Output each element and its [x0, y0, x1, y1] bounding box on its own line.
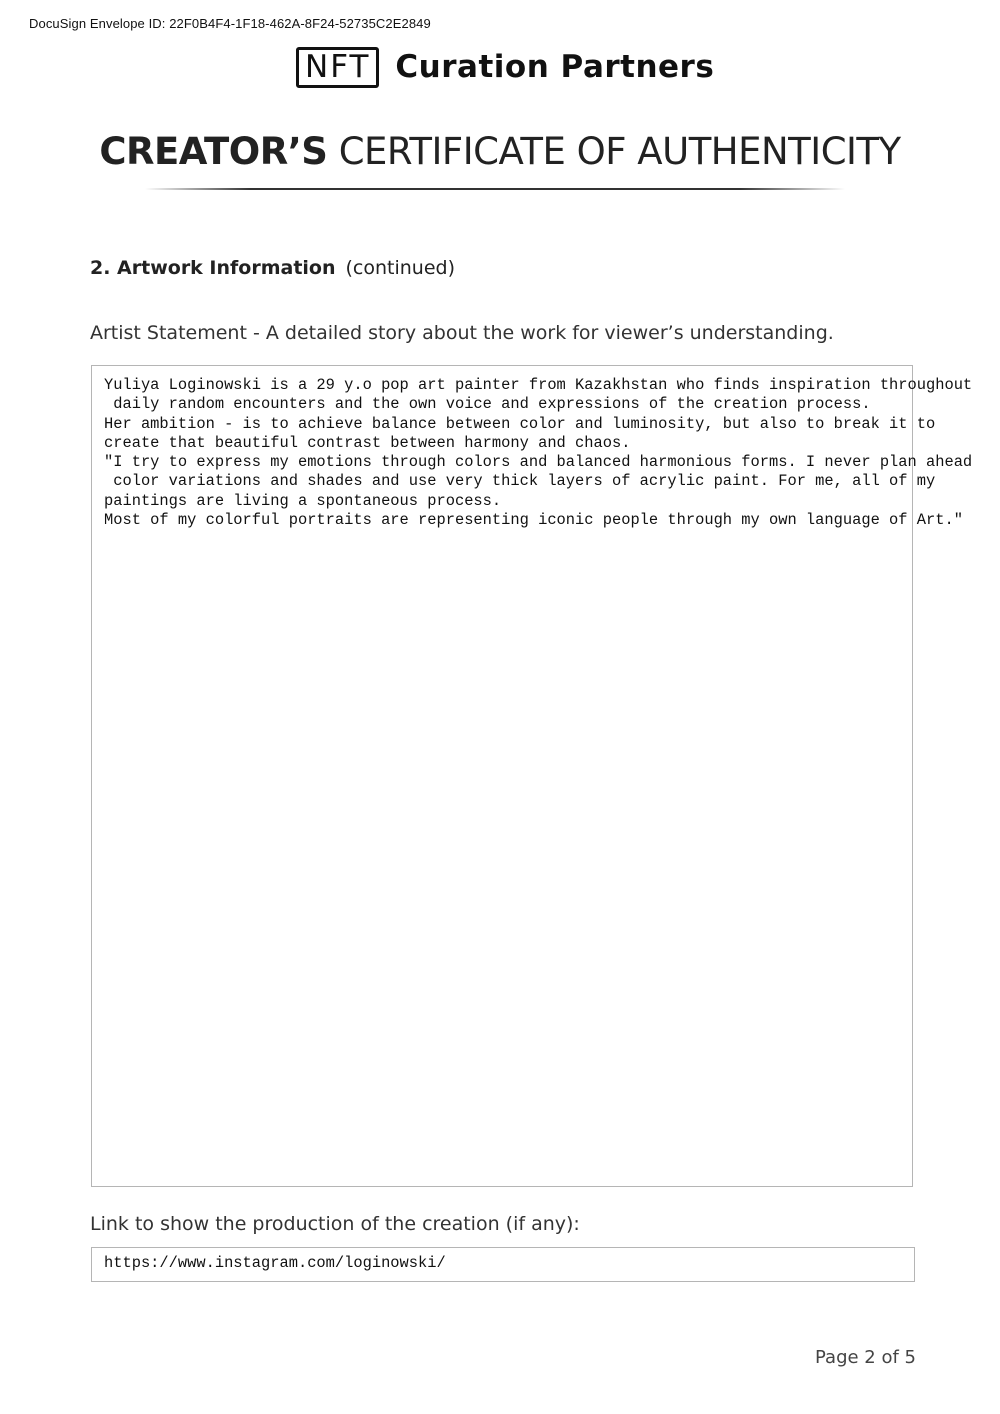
statement-line: Yuliya Loginowski is a 29 y.o pop art painter from Kazakhstan who finds inspiration throughout: [104, 376, 973, 394]
statement-line: paintings are living a spontaneous process.: [104, 491, 502, 510]
production-link-field[interactable]: https://www.instagram.com/loginowski/: [91, 1247, 915, 1282]
title-divider: [145, 188, 845, 190]
section-heading: [90, 257, 455, 279]
statement-line: "I try to express my emotions through colors and balanced harmonious forms. I never plan ahead: [104, 453, 973, 472]
artist-statement-field[interactable]: [91, 365, 973, 1187]
production-link-label: Link to show the production of the creation (if any):: [90, 1213, 580, 1235]
docusign-envelope-id: DocuSign Envelope ID: 22F0B4F4-1F18-462A-8F24-52735C2E2849: [29, 16, 431, 31]
nft-logo-box: NFT: [296, 47, 379, 88]
statement-line: Most of my colorful portraits are representing iconic people through my own language of Art.": [104, 511, 963, 530]
section-heading-continued: (continued): [345, 257, 456, 279]
statement-line: color variations and shades and use very thick layers of acrylic paint. For me, all of my: [104, 472, 936, 491]
certificate-title-rest: CERTIFICATE OF AUTHENTICITY: [338, 130, 901, 173]
page-number: Page 2 of 5: [815, 1347, 916, 1368]
statement-line: create that beautiful contrast between harmony and chaos.: [104, 433, 631, 452]
statement-line: daily random encounters and the own voice and expressions of the creation process.: [104, 395, 871, 414]
brand-logo: [296, 47, 714, 88]
certificate-title: [0, 130, 1000, 173]
statement-line: Her ambition - is to achieve balance between color and luminosity, but also to break it to: [104, 414, 936, 433]
certificate-title-bold: CREATOR’S: [99, 130, 328, 173]
brand-name: Curation Partners: [395, 49, 715, 85]
section-heading-title: 2. Artwork Information: [90, 257, 336, 279]
artist-statement-label: Artist Statement - A detailed story about the work for viewer’s understanding.: [90, 322, 834, 344]
